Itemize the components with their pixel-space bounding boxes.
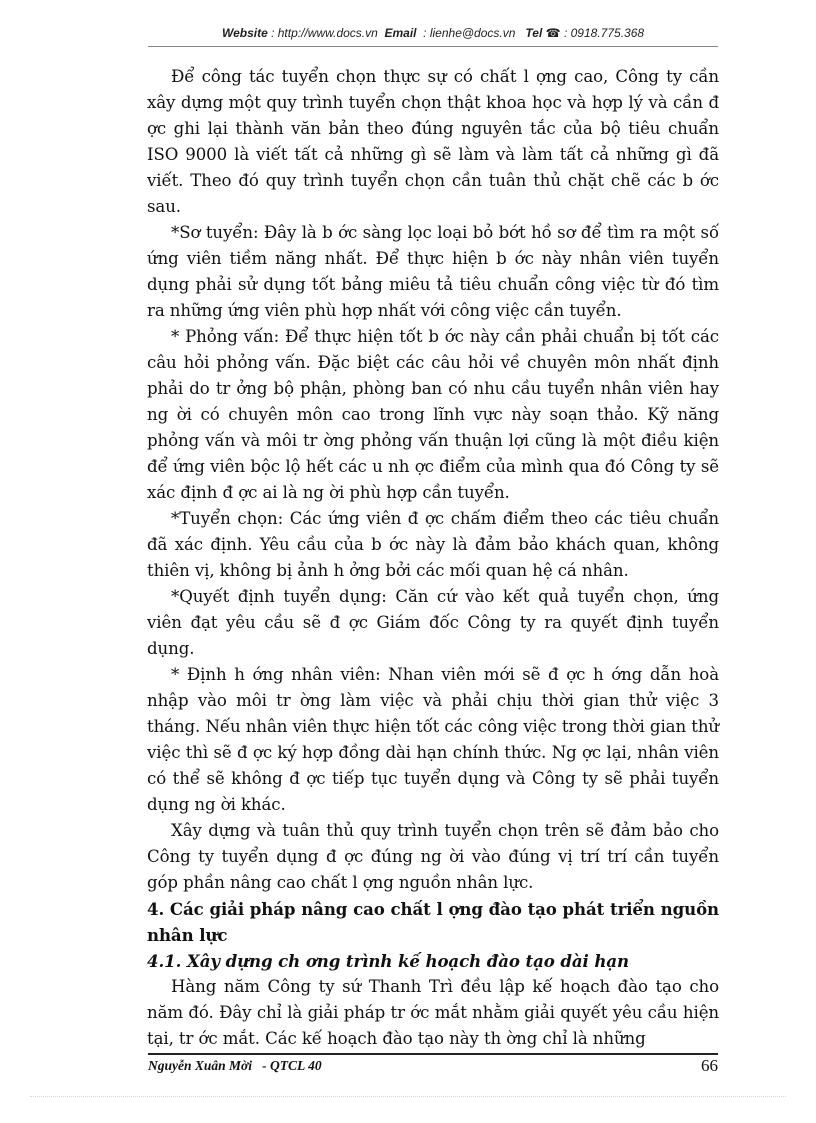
body-paragraph: *Sơ tuyển: Đây là b ớc sàng lọc loại bỏ bớt hồ sơ để tìm ra một số ứng viên tiềm năng nhất. Để thực hiện b ớc này nhân viên tuyển dụng phải sử dụng tốt bảng miêu tả tiêu chuẩn công việc từ đó tìm ra những ứng viên phù hợp nhất với công việc cần tuyển. [147, 223, 719, 320]
website-label: Website [221, 26, 268, 40]
phone-icon: ☎ [545, 26, 561, 40]
tel-value: : 0918.775.368 [563, 26, 645, 40]
body-paragraph: * Phỏng vấn: Để thực hiện tốt b ớc này cần phải chuẩn bị tốt các câu hỏi phỏng vấn. Đặc biệt các câu hỏi về chuyên môn nhất định phải do tr ởng bộ phận, phòng ban có nhu cầu tuyển nhân viên hay ng ời có chuyên môn cao trong lĩnh vực này soạn thảo. Kỹ năng phỏng vấn và môi tr ờng phỏng vấn thuận lợi cũng là một điều kiện để ứng viên bộc lộ hết các u nh ợc điểm của mình qua đó Công ty sẽ xác định đ ợc ai là ng ời phù hợp cần tuyển. [147, 327, 719, 502]
author-class: - QTCL 40 [262, 1058, 322, 1073]
author-name: Nguyễn Xuân Mời [148, 1058, 253, 1073]
footer-divider [148, 1053, 718, 1055]
header-divider [148, 46, 718, 47]
email-value: : lienhe@docs.vn [423, 26, 516, 40]
subsection-heading: 4.1. Xây dựng ch ơng trình kế hoạch đào tạo dài hạn [147, 951, 629, 971]
website-value: : http://www.docs.vn [271, 26, 378, 40]
page-body [147, 64, 719, 1052]
body-paragraph: *Tuyển chọn: Các ứng viên đ ợc chấm điểm theo các tiêu chuẩn đã xác định. Yêu cầu của b ớc này là đảm bảo khách quan, không thiên vị, không bị ảnh h ởng bởi các mối quan hệ cá nhân. [147, 509, 719, 580]
section-heading: 4. Các giải pháp nâng cao chất l ợng đào tạo phát triển nguồn nhân lực [147, 899, 719, 945]
tel-label: Tel [525, 26, 543, 40]
body-paragraph: * Định h ớng nhân viên: Nhan viên mới sẽ đ ợc h ớng dẫn hoà nhập vào môi tr ờng làm việc và phải chịu thời gian thử việc 3 tháng. Nếu nhân viên thực hiện tốt các công việc trong thời gian thử việc thì sẽ đ ợc ký hợp đồng dài hạn chính thức. Ng ợc lại, nhân viên có thể sẽ không đ ợc tiếp tục tuyển dụng và Công ty sẽ phải tuyển dụng ng ời khác. [147, 665, 719, 814]
body-paragraph: Để công tác tuyển chọn thực sự có chất l ợng cao, Công ty cần xây dựng một quy trình tuyển chọn thật khoa học và hợp lý và cần đ ợc ghi lại thành văn bản theo đúng nguyên tắc của bộ tiêu chuẩn ISO 9000 là viết tất cả những gì sẽ làm và làm tất cả những gì đã viết. Theo đó quy trình tuyển chọn cần tuân thủ chặt chẽ các b ớc sau. [147, 67, 719, 216]
email-label: Email [384, 26, 417, 40]
footer-author [148, 1058, 322, 1074]
body-paragraph: Xây dựng và tuân thủ quy trình tuyển chọn trên sẽ đảm bảo cho Công ty tuyển dụng đ ợc đúng ng ời vào đúng vị trí trí cần tuyển góp phần nâng cao chất l ợng nguồn nhân lực. [147, 821, 719, 892]
page-number: 66 [701, 1056, 718, 1075]
body-paragraph: Hàng năm Công ty sứ Thanh Trì đều lập kế hoạch đào tạo cho năm đó. Đây chỉ là giải pháp tr ớc mắt nhằm giải quyết yêu cầu hiện tại, tr ớc mắt. Các kế hoạch đào tạo này th ờng chỉ là những [147, 977, 719, 1048]
page-header [148, 26, 718, 40]
body-paragraph: *Quyết định tuyển dụng: Căn cứ vào kết quả tuyển chọn, ứng viên đạt yêu cầu sẽ đ ợc Giám đốc Công ty ra quyết định tuyển dụng. [147, 587, 719, 658]
page-bottom-border [30, 1096, 786, 1097]
